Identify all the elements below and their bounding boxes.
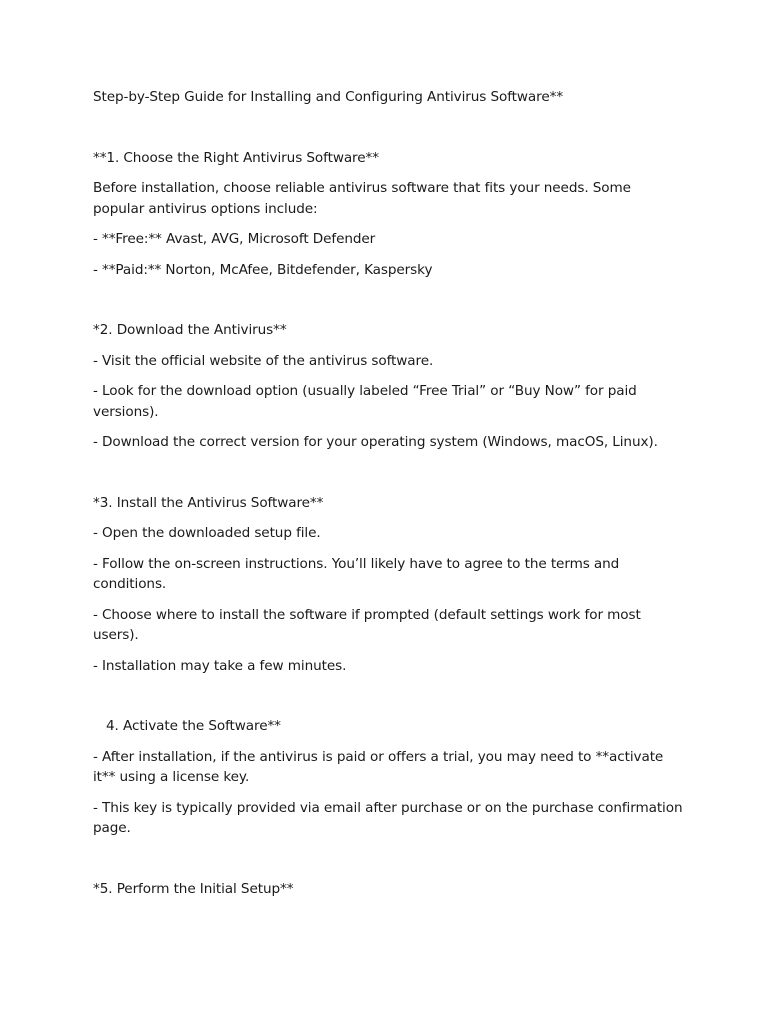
document-title: Step-by-Step Guide for Installing and Configuring Antivirus Software** bbox=[93, 89, 564, 105]
section-3-paragraph-4: - Installation may take a few minutes. bbox=[93, 657, 347, 674]
section-2-paragraph-1: - Visit the official website of the antivirus software. bbox=[93, 352, 434, 369]
section-3-paragraph-2: - Follow the on-screen instructions. You’ll likely have to agree to the terms and conditions. bbox=[93, 555, 620, 592]
section-5-heading: *5. Perform the Initial Setup** bbox=[93, 880, 294, 897]
section-3-heading: *3. Install the Antivirus Software** bbox=[93, 494, 324, 511]
document-page bbox=[93, 87, 683, 909]
section-1-paragraph-1: Before installation, choose reliable antivirus software that fits your needs. Some popular antivirus options include: bbox=[93, 180, 631, 217]
section-4-heading: 4. Activate the Software** bbox=[106, 718, 281, 734]
section-3-paragraph-3: - Choose where to install the software if prompted (default settings work for most users). bbox=[93, 606, 641, 643]
section-2-paragraph-3: - Download the correct version for your operating system (Windows, macOS, Linux). bbox=[93, 434, 658, 450]
section-1-paragraph-3: - **Paid:** Norton, McAfee, Bitdefender, Kaspersky bbox=[93, 261, 433, 278]
section-2-heading: *2. Download the Antivirus** bbox=[93, 322, 287, 338]
section-2-paragraph-2: - Look for the download option (usually labeled “Free Trial” or “Buy Now” for paid versions). bbox=[93, 383, 637, 420]
section-4-paragraph-2: - This key is typically provided via email after purchase or on the purchase confirmation page. bbox=[93, 799, 683, 836]
section-1-paragraph-2: - **Free:** Avast, AVG, Microsoft Defender bbox=[93, 231, 376, 247]
section-4-paragraph-1: - After installation, if the antivirus is paid or offers a trial, you may need to **activate it** using a license key. bbox=[93, 748, 664, 785]
section-1-heading: **1. Choose the Right Antivirus Software** bbox=[93, 149, 379, 166]
section-3-paragraph-1: - Open the downloaded setup file. bbox=[93, 525, 321, 541]
